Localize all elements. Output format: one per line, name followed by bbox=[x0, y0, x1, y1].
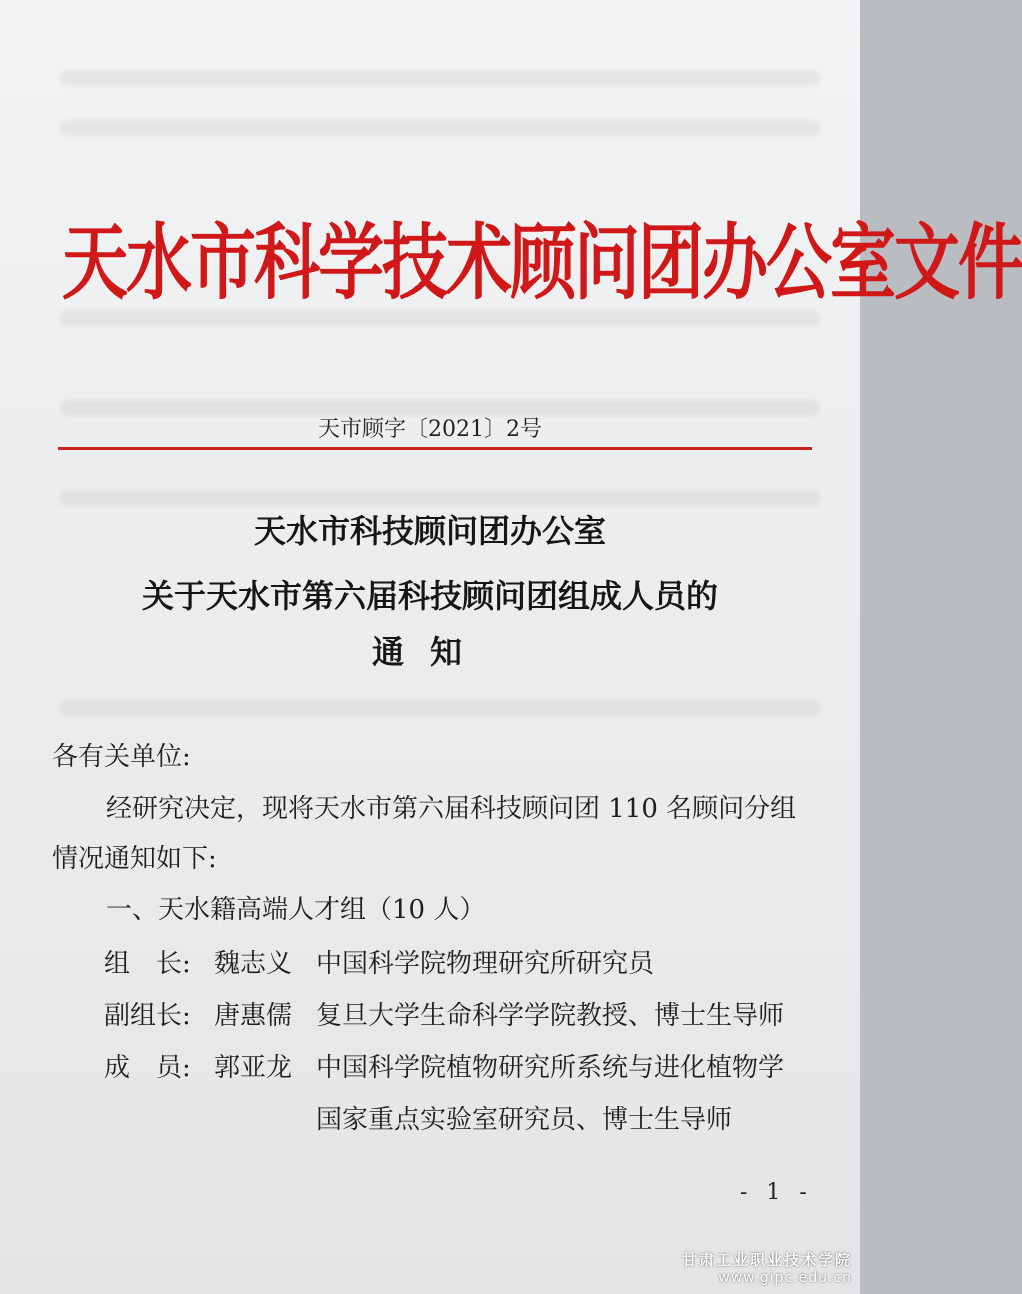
member-desc: 中国科学院物理研究所研究员 bbox=[316, 949, 655, 979]
watermark-url: www.gipc.edu.cn bbox=[718, 1270, 852, 1286]
member-desc-continued: 国家重点实验室研究员、博士生导师 bbox=[316, 1105, 733, 1135]
watermark-school-name: 甘肃工业职业技术学院 bbox=[681, 1251, 852, 1269]
paragraph-line: 情况通知如下: bbox=[52, 844, 217, 874]
show-through-shadow bbox=[60, 490, 820, 506]
member-desc: 复旦大学生命科学学院教授、博士生导师 bbox=[316, 1001, 785, 1031]
show-through-shadow bbox=[60, 70, 820, 86]
member-role: 成 员: bbox=[104, 1053, 191, 1083]
site-watermark bbox=[682, 1249, 852, 1286]
salutation: 各有关单位: bbox=[52, 742, 191, 772]
member-role: 副组长: bbox=[104, 1001, 191, 1031]
red-divider-line bbox=[58, 447, 812, 450]
show-through-shadow bbox=[60, 700, 820, 716]
show-through-shadow bbox=[60, 120, 820, 136]
member-role: 组 长: bbox=[104, 949, 191, 979]
member-desc: 中国科学院植物研究所系统与进化植物学 bbox=[316, 1053, 785, 1083]
red-header-title: 天水市科学技术顾问团办公室文件 bbox=[62, 214, 1022, 311]
notice-title-line1: 天水市科技顾问团办公室 bbox=[253, 512, 606, 550]
notice-title-line2: 关于天水市第六届科技顾问团组成人员的 bbox=[141, 577, 718, 615]
member-name: 郭亚龙 bbox=[214, 1053, 293, 1083]
notice-title-line3: 通知 bbox=[371, 633, 488, 671]
page-number: - 1 - bbox=[740, 1180, 813, 1205]
section-heading: 一、天水籍高端人才组（10 人） bbox=[106, 895, 486, 925]
paragraph-line: 经研究决定，现将天水市第六届科技顾问团 110 名顾问分组 bbox=[106, 794, 797, 824]
document-number: 天市顾字〔2021〕2号 bbox=[318, 417, 542, 442]
member-name: 魏志义 bbox=[214, 949, 293, 979]
member-name: 唐惠儒 bbox=[214, 1001, 293, 1031]
